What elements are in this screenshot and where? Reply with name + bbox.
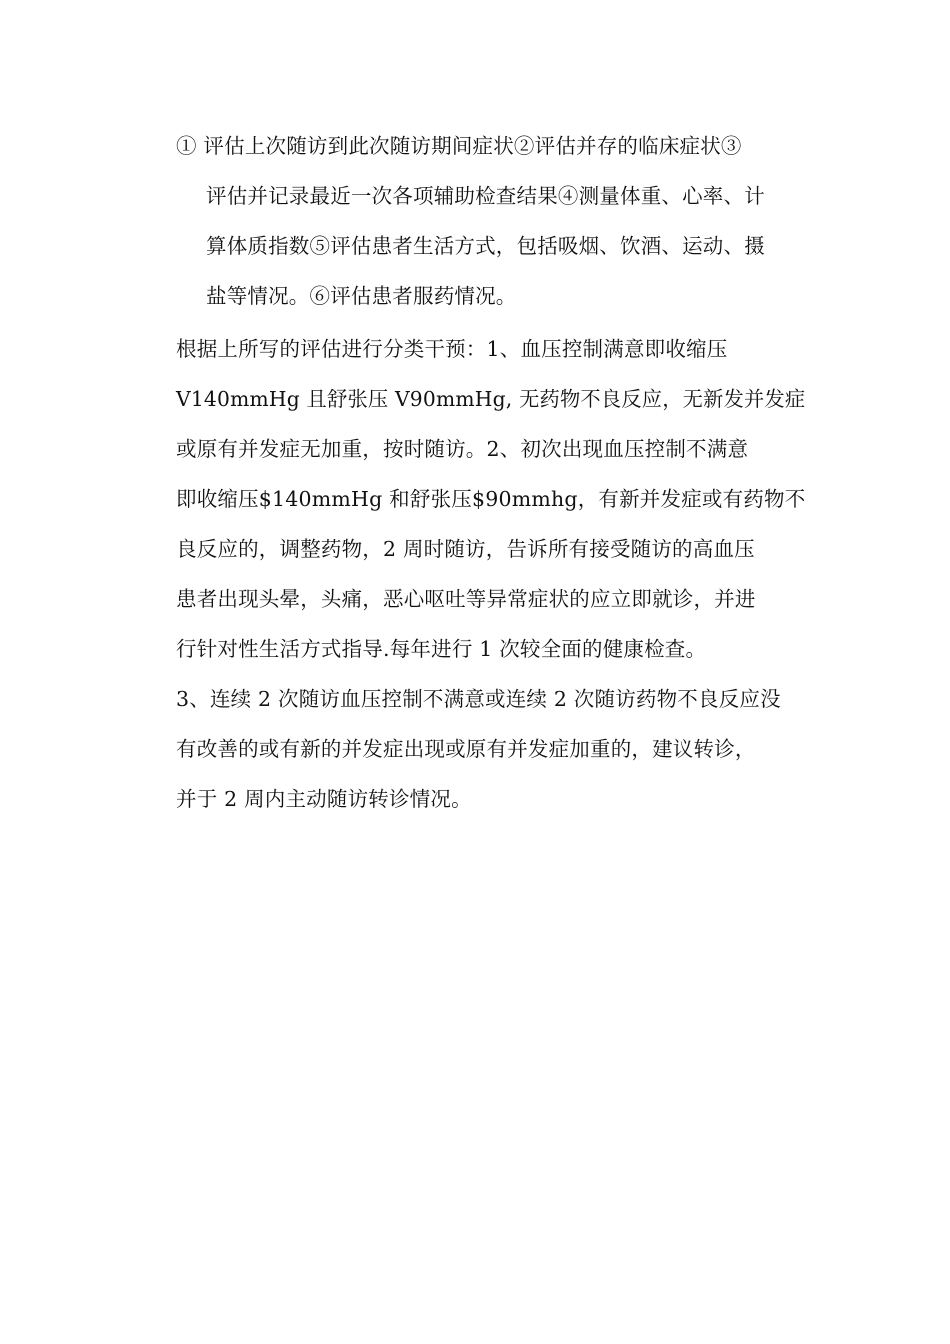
text-line: 行针对性生活方式指导.每年进行 1 次较全面的健康检查。 (176, 637, 707, 661)
text-line: 有改善的或有新的并发症出现或原有并发症加重的，建议转诊， (176, 737, 756, 761)
text-line: 并于 2 周内主动随访转诊情况。 (176, 787, 472, 811)
text-line: ① 评估上次随访到此次随访期间症状②评估并存的临床症状③ (176, 134, 742, 158)
text-line: V140mmHg 且舒张压 V90mmHg, 无药物不良反应，无新发并发症 (176, 387, 806, 411)
text-line: 算体质指数⑤评估患者生活方式，包括吸烟、饮酒、运动、摄 (206, 234, 765, 258)
text-line: 良反应的，调整药物，2 周时随访，告诉所有接受随访的高血压 (176, 537, 755, 561)
text-line: 评估并记录最近一次各项辅助检查结果④测量体重、心率、计 (206, 184, 765, 208)
text-line: 盐等情况。⑥评估患者服药情况。 (206, 284, 517, 308)
text-line: 患者出现头晕，头痛，恶心呕吐等异常症状的应立即就诊，并进 (176, 587, 756, 611)
text-line: 或原有并发症无加重，按时随访。2、初次出现血压控制不满意 (176, 437, 749, 461)
text-line: 即收缩压$140mmHg 和舒张压$90mmhg，有新并发症或有药物不 (176, 487, 806, 511)
text-line: 根据上所写的评估进行分类干预：1、血压控制满意即收缩压 (176, 337, 728, 361)
text-line: 3、连续 2 次随访血压控制不满意或连续 2 次随访药物不良反应没 (176, 687, 781, 711)
